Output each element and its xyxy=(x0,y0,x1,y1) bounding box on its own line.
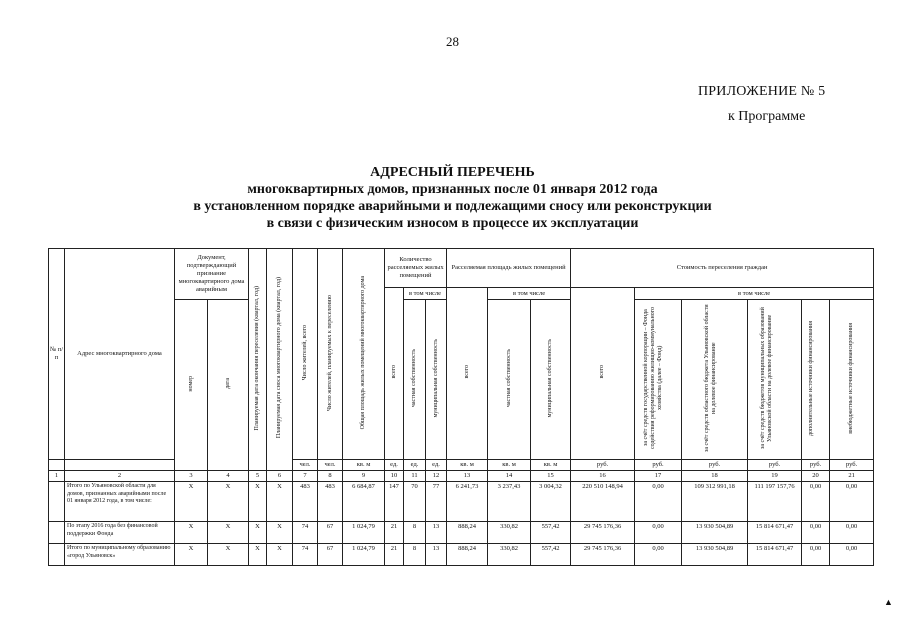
cell: Х xyxy=(249,522,267,544)
header-cost-region: за счёт средств областного бюджета Ульяновской области на долевое финансирование xyxy=(682,300,748,460)
row-address: Итого по муниципальному образованию «город Ульяновск» xyxy=(65,544,175,566)
col-index: 4 xyxy=(208,471,249,482)
header-residents-planned: Число жителей, планируемых к переселению xyxy=(318,249,343,460)
cell: 147 xyxy=(385,482,404,522)
cell: 15 814 671,47 xyxy=(748,522,802,544)
header-doc-number: номер xyxy=(175,300,208,471)
col-index: 14 xyxy=(488,471,531,482)
cell: 330,82 xyxy=(488,544,531,566)
col-index: 6 xyxy=(267,471,293,482)
header-cost-fund: за счёт средств государственной корпорации – Фонда содействия реформированию жилищно-коммунального хозяйства (далее – Фонд) xyxy=(635,300,682,460)
col-index: 5 xyxy=(249,471,267,482)
cell: 77 xyxy=(426,482,447,522)
cell: 557,42 xyxy=(531,522,571,544)
col-index: 20 xyxy=(802,471,830,482)
header-num: № п/п xyxy=(49,249,65,460)
cell: 21 xyxy=(385,522,404,544)
cell: 483 xyxy=(318,482,343,522)
header-planned-demolish: Планируемая дата сноса многоквартирного дома (квартал, год) xyxy=(267,249,293,471)
units-cell: кв. м xyxy=(531,460,571,471)
units-cell: ед. xyxy=(404,460,426,471)
cell: 111 197 157,76 xyxy=(748,482,802,522)
cell: 15 814 671,47 xyxy=(748,544,802,566)
cell: 0,00 xyxy=(830,544,874,566)
header-address: Адрес многоквартирного дома xyxy=(65,249,175,460)
cell: Х xyxy=(267,482,293,522)
row-num xyxy=(49,522,65,544)
cell: Х xyxy=(267,544,293,566)
col-index: 16 xyxy=(571,471,635,482)
cell: 67 xyxy=(318,522,343,544)
cell: 13 930 504,89 xyxy=(682,544,748,566)
cell: 29 745 176,36 xyxy=(571,544,635,566)
header-qty-municipal: муниципальная собственность xyxy=(426,300,447,460)
title-line-2: многоквартирных домов, признанных после 01 января 2012 года xyxy=(247,182,658,197)
cell: 3 004,32 xyxy=(531,482,571,522)
col-index: 7 xyxy=(293,471,318,482)
units-blank xyxy=(49,460,65,471)
cell: 6 241,73 xyxy=(447,482,488,522)
header-ar-total: всего xyxy=(447,288,488,460)
appendix-subtitle: к Программе xyxy=(728,109,806,124)
cell: Х xyxy=(175,544,208,566)
cell: 0,00 xyxy=(635,544,682,566)
cell: 557,42 xyxy=(531,544,571,566)
row-address: По этапу 2016 года без финансовой поддержки Фонда xyxy=(65,522,175,544)
header-cost: Стоимость переселения граждан xyxy=(571,249,874,288)
col-index: 9 xyxy=(343,471,385,482)
cell: 1 024,79 xyxy=(343,522,385,544)
header-qty-incl: в том числе xyxy=(404,288,447,300)
col-index: 10 xyxy=(385,471,404,482)
units-cell: чел. xyxy=(318,460,343,471)
table-row xyxy=(49,482,874,522)
cell: Х xyxy=(249,482,267,522)
header-cost-extra: внебюджетные источники финансирования xyxy=(830,300,874,460)
cell: 8 xyxy=(404,522,426,544)
units-cell: руб. xyxy=(830,460,874,471)
cell: 13 xyxy=(426,522,447,544)
cell: 8 xyxy=(404,544,426,566)
col-index: 8 xyxy=(318,471,343,482)
row-address: Итого по Ульяновской области для домов, признанных аварийными после 01 января 2012 года, в том числе: xyxy=(65,482,175,522)
header-qty-private: частная собственность xyxy=(404,300,426,460)
cell: 13 xyxy=(426,544,447,566)
header-planned-resettle: Планируемая дата окончания переселения (квартал, год) xyxy=(249,249,267,471)
cell: 6 684,87 xyxy=(343,482,385,522)
header-cost-additional: дополнительные источники финансирования xyxy=(802,300,830,460)
cell: 0,00 xyxy=(830,522,874,544)
cell: Х xyxy=(208,482,249,522)
cell: 0,00 xyxy=(635,482,682,522)
cell: 1 024,79 xyxy=(343,544,385,566)
cell: 29 745 176,36 xyxy=(571,522,635,544)
row-num xyxy=(49,544,65,566)
cell: 888,24 xyxy=(447,544,488,566)
title-line-1: АДРЕСНЫЙ ПЕРЕЧЕНЬ xyxy=(370,165,535,180)
cell: 0,00 xyxy=(802,544,830,566)
units-cell: руб. xyxy=(682,460,748,471)
col-index: 13 xyxy=(447,471,488,482)
cell: 330,82 xyxy=(488,522,531,544)
cell: 483 xyxy=(293,482,318,522)
units-cell: ед. xyxy=(426,460,447,471)
units-cell: кв. м xyxy=(343,460,385,471)
header-cost-total: всего xyxy=(571,288,635,460)
units-cell: кв. м xyxy=(488,460,531,471)
units-cell: ед. xyxy=(385,460,404,471)
col-index: 12 xyxy=(426,471,447,482)
col-index: 11 xyxy=(404,471,426,482)
header-area-resettled: Расселяемая площадь жилых помещений xyxy=(447,249,571,288)
title-line-3: в установленном порядке аварийными и подлежащими сносу или реконструкции xyxy=(193,199,712,214)
cell: 220 510 148,94 xyxy=(571,482,635,522)
header-ar-municipal: муниципальная собственность xyxy=(531,300,571,460)
cell: 0,00 xyxy=(635,522,682,544)
col-index: 21 xyxy=(830,471,874,482)
cell: 0,00 xyxy=(802,482,830,522)
col-index: 17 xyxy=(635,471,682,482)
header-document: Документ, подтверждающий признание многоквартирного дома аварийным xyxy=(175,249,249,300)
units-cell: руб. xyxy=(571,460,635,471)
col-index: 15 xyxy=(531,471,571,482)
header-cost-incl: в том числе xyxy=(635,288,874,300)
col-index: 19 xyxy=(748,471,802,482)
cell: Х xyxy=(175,522,208,544)
cell: 67 xyxy=(318,544,343,566)
units-blank xyxy=(65,460,175,471)
column-index-row xyxy=(49,471,874,482)
units-cell: кв. м xyxy=(447,460,488,471)
cell: Х xyxy=(208,544,249,566)
header-ar-private: частная собственность xyxy=(488,300,531,460)
col-index: 18 xyxy=(682,471,748,482)
cell: 13 930 504,89 xyxy=(682,522,748,544)
cell: 21 xyxy=(385,544,404,566)
row-num xyxy=(49,482,65,522)
units-cell: чел. xyxy=(293,460,318,471)
cell: Х xyxy=(267,522,293,544)
cell: 3 237,43 xyxy=(488,482,531,522)
col-index: 3 xyxy=(175,471,208,482)
header-cost-municipal: за счёт средств бюджетов муниципальных образований Ульяновской области на долевое финансирование xyxy=(748,300,802,460)
table-row xyxy=(49,522,874,544)
header-qty: Количество расселяемых жилых помещений xyxy=(385,249,447,288)
col-index: 1 xyxy=(49,471,65,482)
table-row xyxy=(49,544,874,566)
cell: 888,24 xyxy=(447,522,488,544)
title-line-4: в связи с физическим износом в процессе их эксплуатации xyxy=(266,216,639,231)
cell: 0,00 xyxy=(830,482,874,522)
col-index: 2 xyxy=(65,471,175,482)
corner-mark: ▲ xyxy=(884,597,893,607)
address-list-table xyxy=(48,248,874,566)
cell: 74 xyxy=(293,522,318,544)
header-doc-date: дата xyxy=(208,300,249,471)
header-ar-incl: в том числе xyxy=(488,288,571,300)
units-cell: руб. xyxy=(748,460,802,471)
appendix-label: ПРИЛОЖЕНИЕ № 5 xyxy=(698,84,826,99)
header-residents-total: Число жителей, всего xyxy=(293,249,318,460)
document-title xyxy=(0,164,905,232)
cell: Х xyxy=(208,522,249,544)
cell: Х xyxy=(175,482,208,522)
header-area-total: Общая площадь жилых помещений многоквартирного дома xyxy=(343,249,385,460)
cell: 70 xyxy=(404,482,426,522)
page-number: 28 xyxy=(446,34,459,49)
cell: 109 312 991,18 xyxy=(682,482,748,522)
cell: 74 xyxy=(293,544,318,566)
cell: Х xyxy=(249,544,267,566)
units-cell: руб. xyxy=(635,460,682,471)
units-row xyxy=(49,460,874,471)
header-qty-total: всего xyxy=(385,288,404,460)
cell: 0,00 xyxy=(802,522,830,544)
units-cell: руб. xyxy=(802,460,830,471)
